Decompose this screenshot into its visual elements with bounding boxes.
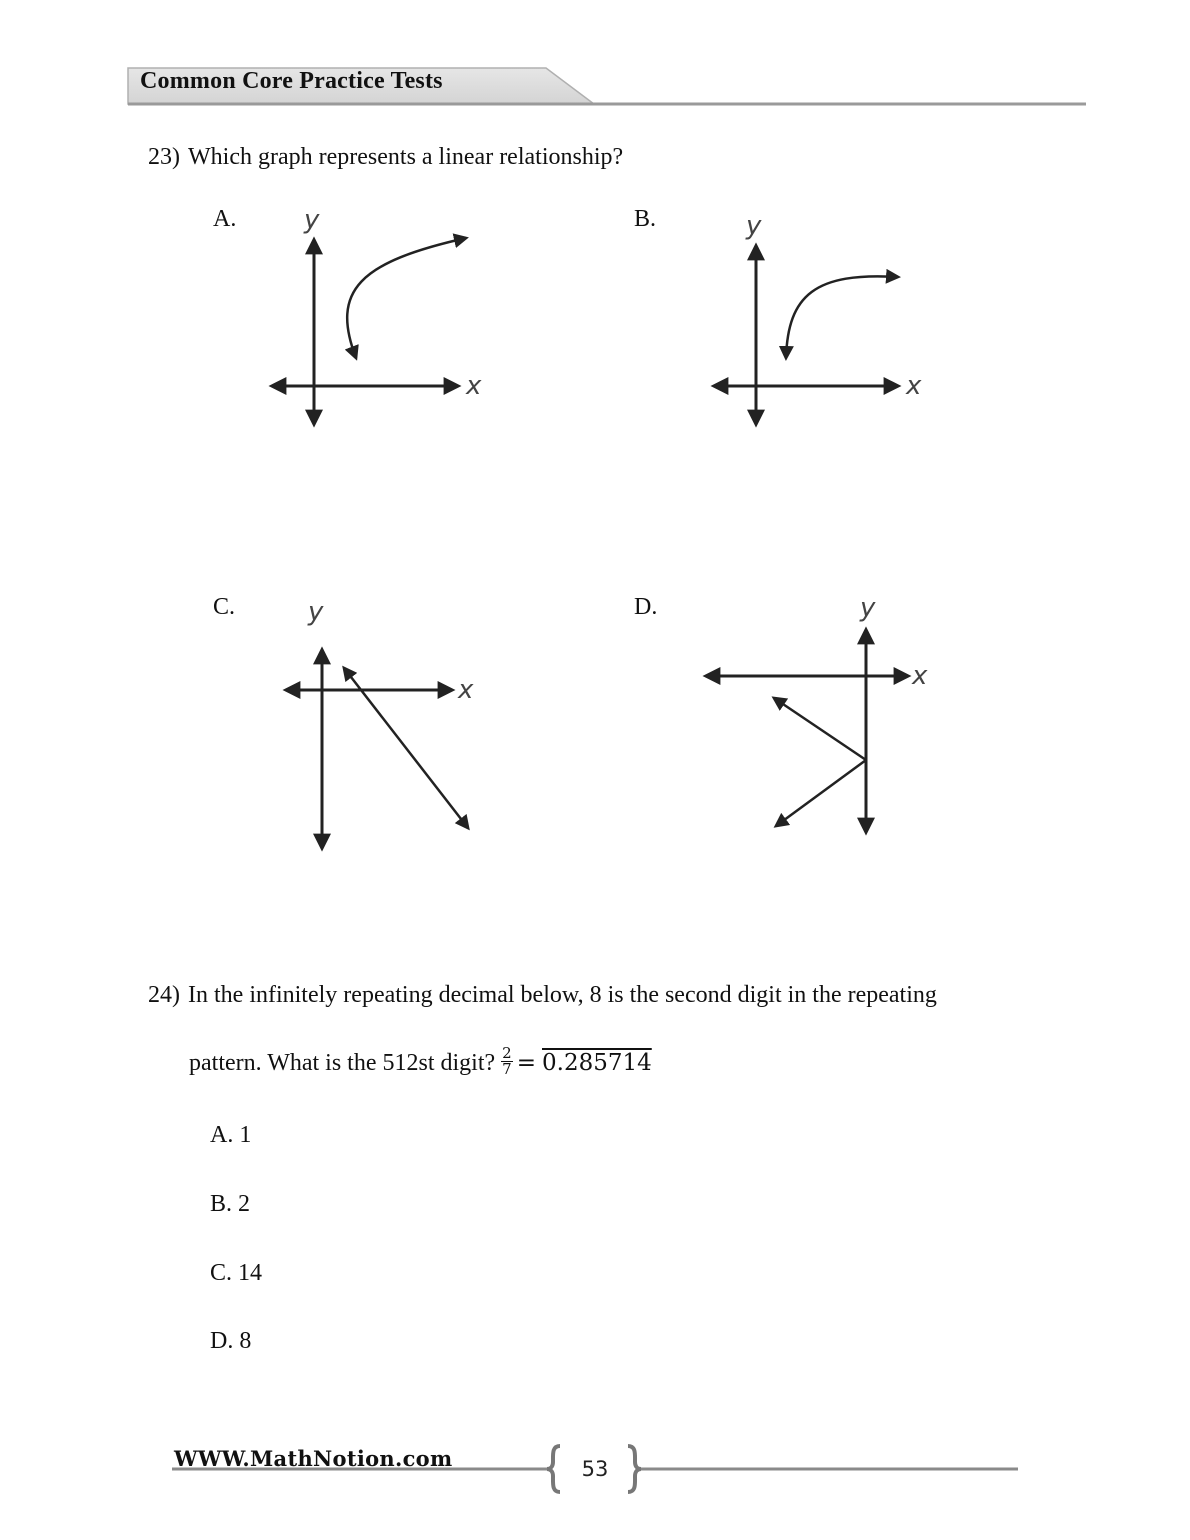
choice-d-letter[interactable]: D. bbox=[634, 594, 658, 620]
graph-c[interactable] bbox=[270, 590, 510, 860]
graph-a[interactable] bbox=[260, 200, 500, 440]
footer-website: WWW.MathNotion.com bbox=[174, 1446, 453, 1471]
choice-c[interactable] bbox=[210, 1258, 262, 1288]
question-number: 23) bbox=[148, 144, 180, 170]
x-axis-label: x bbox=[906, 371, 922, 401]
choice-value: 14 bbox=[238, 1260, 263, 1286]
choice-letter: A. bbox=[210, 1122, 234, 1148]
question-text: Which graph represents a linear relationship? bbox=[188, 144, 624, 170]
question-23 bbox=[148, 142, 623, 172]
y-axis-label: y bbox=[304, 205, 320, 235]
question-24-line2 bbox=[189, 1043, 652, 1080]
question-text-line2: pattern. What is the 512st digit? bbox=[189, 1050, 496, 1076]
ray-upper bbox=[774, 698, 866, 760]
question-text-line1: In the infinitely repeating decimal below, 8 is the second digit in the repeating bbox=[188, 982, 937, 1008]
x-axis-label: x bbox=[912, 661, 928, 691]
y-axis-label: y bbox=[308, 597, 324, 627]
choice-letter: D. bbox=[210, 1328, 234, 1354]
question-24 bbox=[148, 980, 937, 1010]
choice-value: 8 bbox=[239, 1328, 252, 1354]
fraction-denominator: 7 bbox=[502, 1059, 512, 1078]
choice-a-letter[interactable]: A. bbox=[213, 206, 237, 232]
fraction bbox=[501, 1043, 513, 1078]
curve bbox=[347, 238, 466, 358]
question-number: 24) bbox=[148, 982, 180, 1008]
fraction-numerator: 2 bbox=[502, 1043, 512, 1062]
x-axis-label: x bbox=[458, 675, 474, 705]
choice-value: 1 bbox=[239, 1122, 252, 1148]
y-axis-label: y bbox=[746, 211, 762, 241]
choice-letter: C. bbox=[210, 1260, 233, 1286]
y-axis-label: y bbox=[860, 593, 876, 623]
line bbox=[344, 668, 468, 828]
repeating-decimal: 0.285714 bbox=[542, 1050, 652, 1076]
curve bbox=[786, 276, 898, 358]
header-title: Common Core Practice Tests bbox=[140, 68, 443, 94]
graph-d[interactable] bbox=[690, 590, 950, 850]
choice-b-letter[interactable]: B. bbox=[634, 206, 657, 232]
choice-c-letter[interactable]: C. bbox=[213, 594, 236, 620]
ray-lower bbox=[776, 760, 866, 826]
choice-b[interactable] bbox=[210, 1189, 250, 1219]
graph-b[interactable] bbox=[700, 200, 940, 440]
x-axis-label: x bbox=[466, 371, 482, 401]
equals-sign: = bbox=[516, 1050, 536, 1076]
page-number: 53 bbox=[581, 1457, 609, 1481]
header-bar bbox=[0, 0, 1190, 120]
choice-letter: B. bbox=[210, 1191, 233, 1217]
choice-a[interactable] bbox=[210, 1120, 251, 1150]
choice-value: 2 bbox=[238, 1191, 251, 1217]
choice-d[interactable] bbox=[210, 1326, 251, 1356]
